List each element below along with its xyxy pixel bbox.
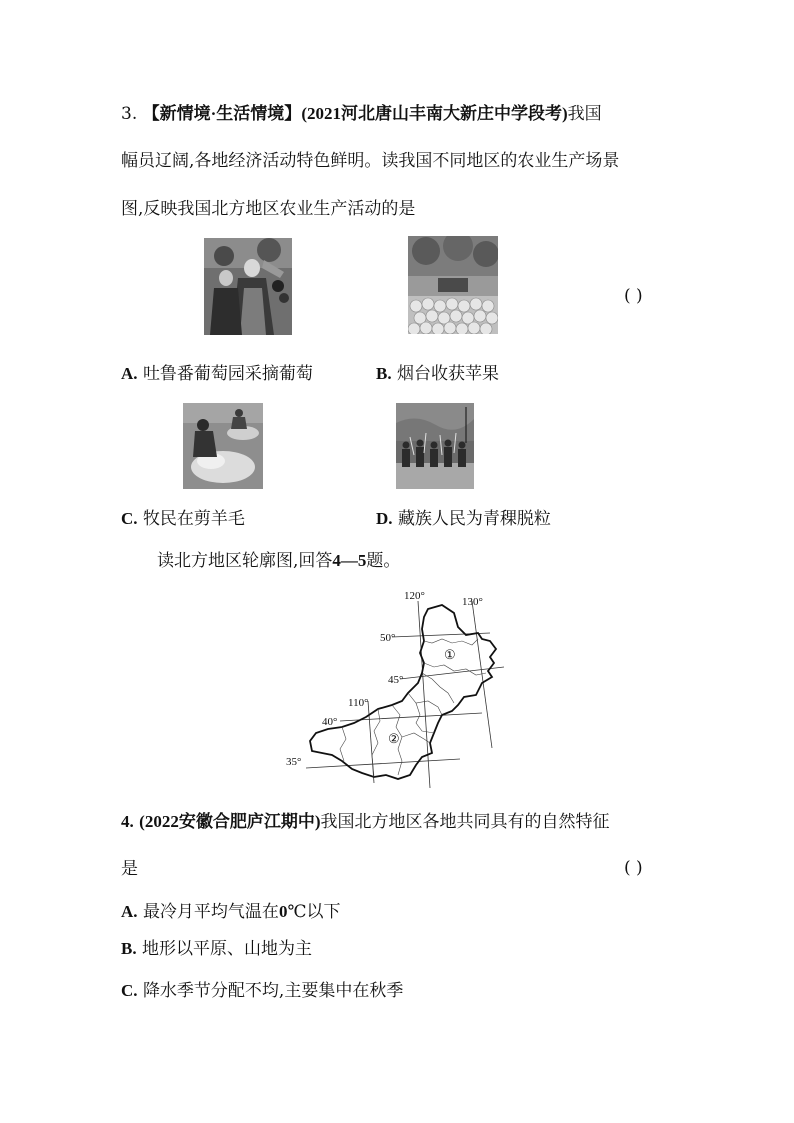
q3-option-b xyxy=(376,363,499,385)
q4-option-c-text: 降水季节分配不均,主要集中在秋季 xyxy=(142,981,404,1001)
q4-option-b-letter: B. xyxy=(121,939,137,958)
q3-option-d xyxy=(376,508,551,530)
option-b-letter: B. xyxy=(376,364,392,383)
option-c-letter: C. xyxy=(121,509,138,528)
option-b-text: 烟台收获苹果 xyxy=(397,364,499,384)
label-lat-35: 35° xyxy=(286,756,302,768)
q3-option-c xyxy=(121,508,245,530)
option-d-text: 藏族人民为青稞脱粒 xyxy=(397,509,551,529)
photo-sheep-shearing xyxy=(183,403,263,489)
q4-option-a-letter: A. xyxy=(121,902,138,921)
q3-line-1 xyxy=(121,103,602,125)
photo-barley-threshing xyxy=(396,403,474,489)
q4-option-a xyxy=(121,901,340,923)
northern-region-boundary xyxy=(310,605,496,779)
q4-stem-tail: 我国北方地区各地共同具有的自然特征 xyxy=(320,812,610,832)
q4-option-c xyxy=(121,980,403,1002)
q4-line-1 xyxy=(121,811,609,833)
map-intro-suffix: 题。 xyxy=(366,551,401,571)
q3-line-3: 图,反映我国北方地区农业生产活动的是 xyxy=(121,199,416,219)
q3-source: (2021河北唐山丰南大新庄中学段考) xyxy=(301,104,568,123)
q4-option-c-letter: C. xyxy=(121,981,138,1000)
photo-apple-harvest xyxy=(408,236,498,334)
parallel-35 xyxy=(306,759,460,768)
q4-source: (2022安徽合肥庐江期中) xyxy=(139,812,321,831)
q4-option-a-value: 0 xyxy=(278,902,288,921)
q4-option-a-text-post: ℃以下 xyxy=(287,902,341,922)
q4-option-a-text-pre: 最冷月平均气温在 xyxy=(142,902,279,922)
q3-tag: 【新情境·生活情境】 xyxy=(142,104,302,123)
q4-number: 4. xyxy=(121,812,134,831)
label-lon-120: 120° xyxy=(404,590,425,602)
option-a-letter: A. xyxy=(121,364,138,383)
q4-line-2: 是 xyxy=(121,859,138,879)
label-lon-130: 130° xyxy=(462,596,483,608)
map-intro-prefix: 读北方地区轮廓图,回答 xyxy=(157,551,333,571)
q3-option-a xyxy=(121,363,313,385)
q4-answer-paren: ( ) xyxy=(624,858,643,878)
q3-answer-paren: ( ) xyxy=(624,286,643,306)
label-lat-45: 45° xyxy=(388,674,404,686)
q3-line-2: 幅员辽阔,各地经济活动特色鲜明。读我国不同地区的农业生产场景 xyxy=(121,151,620,171)
option-a-text: 吐鲁番葡萄园采摘葡萄 xyxy=(142,364,313,384)
map-intro xyxy=(157,550,400,572)
region-marker-2: ② xyxy=(388,732,400,747)
map-intro-range: 4—5 xyxy=(332,551,367,570)
label-lat-50: 50° xyxy=(380,632,396,644)
q4-option-b-text: 地形以平原、山地为主 xyxy=(142,939,312,959)
q3-stem-tail: 我国 xyxy=(567,104,602,124)
q4-option-b xyxy=(121,938,312,960)
label-lon-110: 110° xyxy=(348,697,369,709)
northern-china-outline-map xyxy=(282,583,522,793)
region-marker-1: ① xyxy=(444,648,456,663)
photo-grape-picking xyxy=(204,238,292,335)
q3-number: 3. xyxy=(121,104,138,124)
label-lat-40: 40° xyxy=(322,716,338,728)
option-c-text: 牧民在剪羊毛 xyxy=(142,509,245,529)
option-d-letter: D. xyxy=(376,509,393,528)
